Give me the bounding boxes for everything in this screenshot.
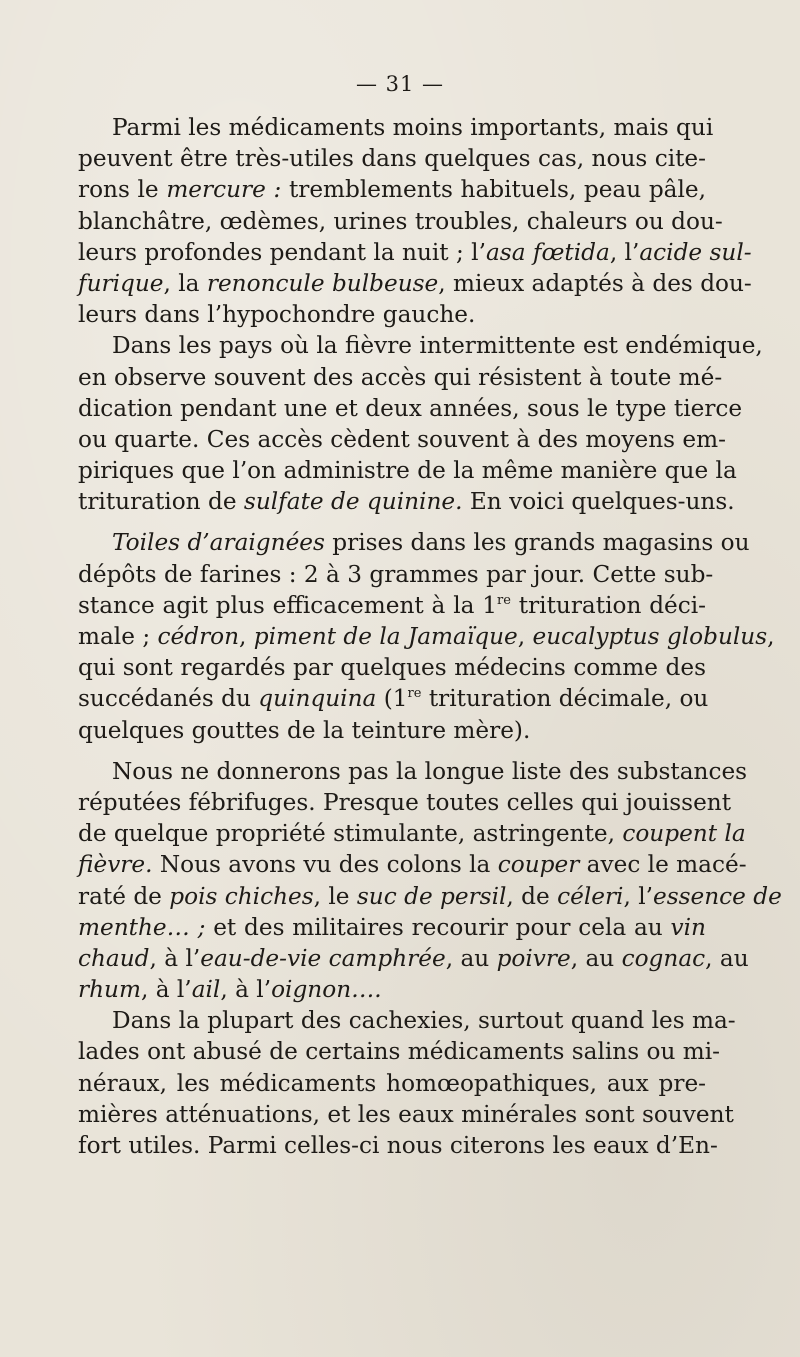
text-line: furique, la renoncule bulbeuse, mieux adaptés à des dou- [78, 269, 752, 297]
text-line: en observe souvent des accès qui résistent à toute mé- [78, 363, 723, 391]
text-line: blanchâtre, œdèmes, urines troubles, chaleurs ou dou- [78, 207, 723, 235]
text-line: réputées fébrifuges. Presque toutes celles qui jouissent [78, 788, 732, 816]
text-line: Toiles d’araignées prises dans les grands magasins ou [112, 529, 750, 557]
text-line: mières atténuations, et les eaux minérales sont souvent [78, 1100, 734, 1128]
text-line: Nous ne donnerons pas la longue liste des substances [112, 757, 748, 785]
text-line: Dans la plupart des cachexies, surtout quand les ma- [112, 1007, 736, 1035]
text-line: stance agit plus efficacement à la 1re trituration déci- [78, 591, 707, 619]
text-line: rons le mercure : tremblements habituels, peau pâle, [78, 176, 706, 204]
text-line: dication pendant une et deux années, sous le type tierce [78, 394, 743, 422]
text-line: quelques gouttes de la teinture mère). [78, 716, 531, 744]
text-line: néraux, les médicaments homœopathiques, aux pre- [78, 1069, 706, 1097]
paragraph-gap [78, 746, 706, 756]
text-line: menthe… ; et des militaires recourir pour cela au vin [78, 913, 706, 941]
text-line: trituration de sulfate de quinine. En voici quelques-uns. [78, 488, 735, 516]
paragraph-2 [78, 330, 763, 517]
text-line: ou quarte. Ces accès cèdent souvent à des moyens em- [78, 425, 726, 453]
page-body [78, 112, 782, 1161]
text-line: de quelque propriété stimulante, astringente, coupent la [78, 820, 746, 848]
text-line: leurs profondes pendant la nuit ; l’asa fœtida, l’acide sul- [78, 238, 752, 266]
text-line: fort utiles. Parmi celles-ci nous citerons les eaux d’En- [78, 1132, 718, 1159]
text-line: rhum, à l’ail, à l’oignon…. [78, 976, 382, 1004]
text-line: Dans les pays où la fièvre intermittente est endémique, [112, 332, 763, 360]
text-line: dépôts de farines : 2 à 3 grammes par jour. Cette sub- [78, 560, 714, 588]
text-line: raté de pois chiches, le suc de persil, de céleri, l’essence de [78, 882, 782, 910]
paragraph-4 [78, 756, 782, 1006]
text-line: male ; cédron, piment de la Jamaïque, eucalyptus globulus, [78, 623, 775, 650]
paragraph-3 [78, 527, 775, 745]
text-line: fièvre. Nous avons vu des colons la couper avec le macé- [78, 851, 747, 879]
text-line: peuvent être très-utiles dans quelques cas, nous cite- [78, 145, 706, 173]
text-line: succédanés du quinquina (1re trituration décimale, ou [78, 685, 709, 713]
text-line: chaud, à l’eau-de-vie camphrée, au poivre, au cognac, au [78, 944, 749, 972]
text-line: Parmi les médicaments moins importants, mais qui [112, 114, 714, 141]
paragraph-gap [78, 517, 706, 527]
paragraph-1 [78, 112, 752, 330]
text-line: leurs dans l’hypochondre gauche. [78, 301, 476, 329]
text-line: lades ont abusé de certains médicaments salins ou mi- [78, 1038, 721, 1066]
page-number: — 31 — [355, 72, 445, 96]
paragraph-5 [78, 1005, 736, 1161]
text-line: qui sont regardés par quelques médecins comme des [78, 654, 706, 682]
text-line: piriques que l’on administre de la même manière que la [78, 457, 737, 485]
